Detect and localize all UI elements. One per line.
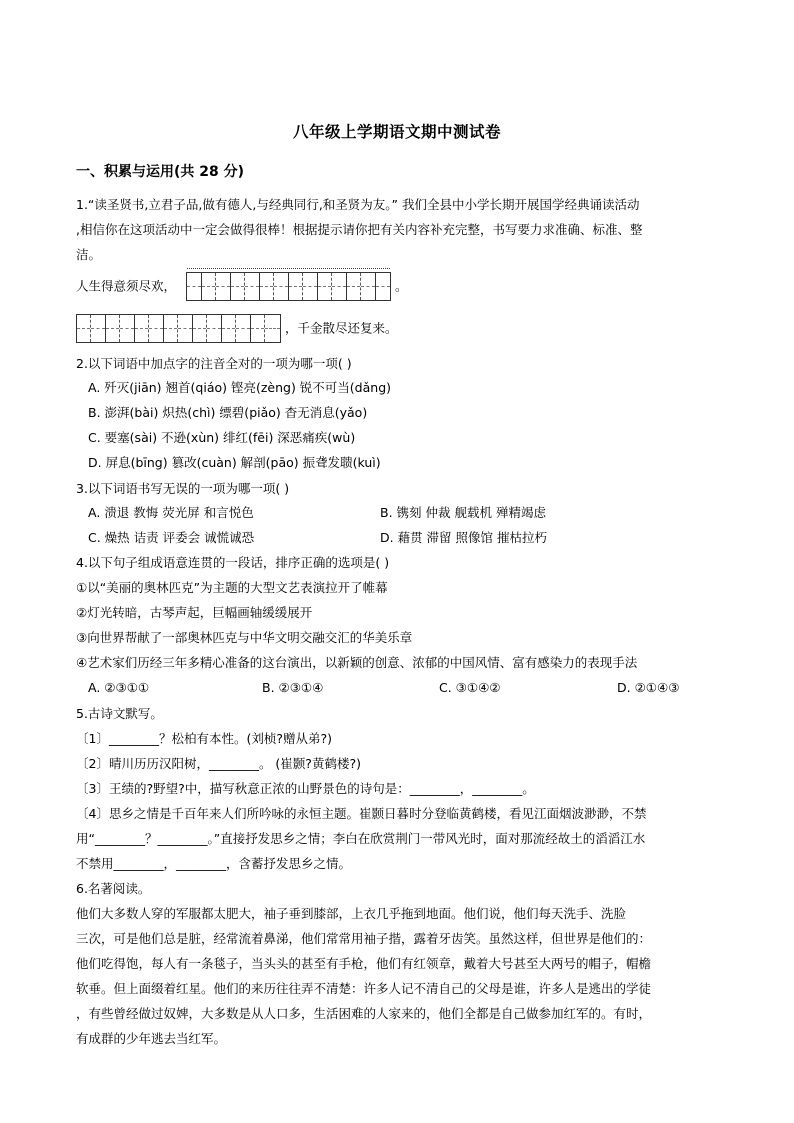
q6-passage-line: 软垂。但上面缀着红星。他们的来历往往弄不清楚：许多人记不清自己的父母是谁，许多人是逃出的学徒 xyxy=(76,981,652,996)
grid-cell[interactable] xyxy=(164,315,178,342)
q5-line: 〔2〕晴川历历汉阳树，________。 (崔颢?黄鹤楼?) xyxy=(76,756,361,771)
q5-line: 〔1〕________？松柏有本性。(刘桢?赠从弟?) xyxy=(76,731,332,746)
grid-cell[interactable] xyxy=(236,315,251,342)
q4-option-a: A. ②③①① xyxy=(88,680,150,695)
q4-stem: 4.以下句子组成语意连贯的一段话，排序正确的选项是( ) xyxy=(76,555,390,570)
grid-cell[interactable] xyxy=(347,273,361,300)
q1-fill-suffix: ，千金散尽还复来。 xyxy=(284,320,398,336)
page-title: 八年级上学期语文期中测试卷 xyxy=(292,123,501,141)
q6-stem: 6.名著阅读。 xyxy=(76,881,151,896)
grid-cell[interactable] xyxy=(91,315,106,342)
q4-item: ②灯光转暗，古琴声起，巨幅画轴缓缓展开 xyxy=(76,605,313,620)
grid-cell[interactable] xyxy=(193,315,207,342)
grid-cell[interactable] xyxy=(77,315,91,342)
grid-cell[interactable] xyxy=(274,273,289,300)
grid-cell[interactable] xyxy=(207,315,222,342)
grid-cell[interactable] xyxy=(332,273,347,300)
grid-cell[interactable] xyxy=(303,273,318,300)
q4-item: ③向世界帮献了一部奥林匹克与中华文明交融交汇的华美乐章 xyxy=(76,630,413,645)
grid-cell[interactable] xyxy=(222,315,236,342)
grid-cell[interactable] xyxy=(376,273,390,300)
q1-fill-row-1 xyxy=(76,272,408,301)
section-heading: 一、积累与运用(共 28 分) xyxy=(76,164,245,180)
q6-passage-line: 有成群的少年逃去当红军。 xyxy=(76,1031,227,1046)
q1-fill-row-2 xyxy=(76,314,398,343)
grid-cell[interactable] xyxy=(289,273,303,300)
grid-guide-mark xyxy=(187,268,390,269)
q5-line: 〔3〕王绩的?野望?中，描写秋意正浓的山野景色的诗句是：________，________。 xyxy=(76,781,535,796)
q1-line: 洁。 xyxy=(76,247,102,262)
q1-fill-prefix: 人生得意须尽欢， xyxy=(76,278,177,294)
q6-passage-line: 他们吃得饱，每人有一条毯子，当头头的甚至有手枪，他们有红领章，戴着大号甚至大两号的帽子，帽檐 xyxy=(76,956,652,971)
q5-line: 〔4〕思乡之情是千百年来人们所吟咏的永恒主题。崔颢日暮时分登临黄鹤楼，看见江面烟波渺渺，不禁 xyxy=(76,806,647,821)
grid-cell[interactable] xyxy=(149,315,164,342)
q4-item: ①以“美丽的奥林匹克”为主题的大型文艺表演拉开了帷幕 xyxy=(76,580,388,595)
q1-fill-end: 。 xyxy=(394,278,408,294)
q1-line: ,相信你在这项活动中一定会做得很棒！根据提示请你把有关内容补充完整，书写要力求准确、标准、整 xyxy=(76,222,643,237)
q2-stem: 2.以下词语中加点字的注音全对的一项为哪一项( ) xyxy=(76,356,352,371)
q1-line: 1.“读圣贤书,立君子品,做有德人,与经典同行,和圣贤为友。” 我们全县中小学长期开展国学经典诵读活动 xyxy=(76,197,640,212)
grid-cell[interactable] xyxy=(135,315,149,342)
q5-stem: 5.古诗文默写。 xyxy=(76,706,163,721)
grid-cell[interactable] xyxy=(265,315,280,342)
q5-line: 不禁用________，________，含蓄抒发思乡之情。 xyxy=(76,856,352,871)
q4-item: ④艺术家们历经三年多精心准备的这台演出，以新颖的创意、浓郁的中国风情、富有感染力的表现手法 xyxy=(76,655,638,670)
q6-passage-line: 三次，可是他们总是脏，经常流着鼻涕，他们常常用袖子揩，露着牙齿笑。虽然这样，但世界是他们的： xyxy=(76,931,652,946)
q2-option-c: C. 要塞(sài) 不逊(xùn) 绯红(fēi) 深恶痛疾(wù) xyxy=(88,430,356,445)
grid-cell[interactable] xyxy=(106,315,120,342)
grid-cell[interactable] xyxy=(318,273,332,300)
grid-cell[interactable] xyxy=(178,315,193,342)
grid-cell[interactable] xyxy=(251,315,265,342)
grid-cell[interactable] xyxy=(216,273,231,300)
q2-option-a: A. 歼灭(jiān) 翘首(qiáo) 铿亮(zèng) 锐不可当(dǎng) xyxy=(88,380,392,395)
q2-option-b: B. 澎湃(bài) 炽热(chì) 缥碧(piǎo) 杳无消息(yǎo) xyxy=(88,405,368,420)
q3-stem: 3.以下词语书写无误的一项为哪一项( ) xyxy=(76,481,290,496)
q2-option-d: D. 屏息(bīng) 篡改(cuàn) 解剖(pāo) 振聋发聩(kuì) xyxy=(88,455,381,470)
q6-passage-line: 他们大多数人穿的军服都太肥大，袖子垂到膝部，上衣几乎拖到地面。他们说，他们每天洗手、洗脸 xyxy=(76,906,627,921)
answer-grid[interactable] xyxy=(76,314,281,343)
grid-cell[interactable] xyxy=(202,273,216,300)
q3-option-a: A. 溃退 教悔 荧光屏 和言悦色 xyxy=(88,505,254,520)
grid-cell[interactable] xyxy=(120,315,135,342)
q4-option-d: D. ②①④③ xyxy=(617,680,680,695)
q5-line: 用“________？________。”直接抒发思乡之情；李白在欣赏荆门一带风光时，面对那流经故土的滔滔江水 xyxy=(76,831,646,846)
q6-passage-line: ，有些曾经做过奴婢，大多数是从人口多，生活困难的人家来的，他们全都是自己做参加红军的。有时， xyxy=(76,1006,652,1021)
grid-cell[interactable] xyxy=(260,273,274,300)
q3-option-d: D. 藉贯 滞留 照像馆 摧枯拉朽 xyxy=(380,530,547,545)
grid-cell[interactable] xyxy=(231,273,245,300)
q3-option-b: B. 镌刻 仲裁 舰载机 殚精竭虑 xyxy=(380,505,546,520)
q3-option-c: C. 燥热 诘责 评委会 诚慌诚恐 xyxy=(88,530,255,545)
q4-option-c: C. ③①④② xyxy=(439,680,501,695)
grid-cell[interactable] xyxy=(361,273,376,300)
answer-grid[interactable] xyxy=(186,272,391,301)
grid-cell[interactable] xyxy=(245,273,260,300)
grid-cell[interactable] xyxy=(187,273,202,300)
q4-option-b: B. ②③①④ xyxy=(262,680,324,695)
